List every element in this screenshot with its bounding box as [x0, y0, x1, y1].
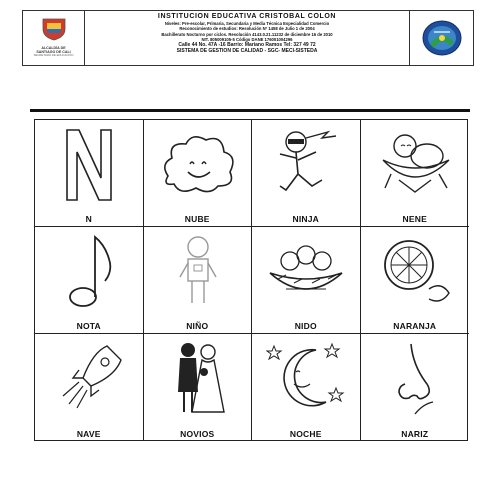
school-logo	[409, 11, 473, 65]
card-n	[35, 120, 144, 227]
separator-rule	[30, 109, 470, 112]
moon-icon	[266, 338, 346, 418]
card-noche	[252, 334, 361, 441]
city-name-line1: ALCALDÍA DE	[41, 46, 66, 50]
card-nino	[144, 227, 253, 334]
card-nariz	[361, 334, 470, 441]
nest-icon	[266, 231, 346, 311]
header-line-1: Niveles: Pre-escolar, Primaria, Secundaria y Media Técnica Especialidad Comercio	[164, 21, 330, 26]
card-nota	[35, 227, 144, 334]
quality-system: SISTEMA DE GESTION DE CALIDAD - SGC- MECI-SISTEDA	[176, 48, 318, 55]
card-nave	[35, 334, 144, 441]
word-label: NAVE	[76, 429, 101, 439]
ninja-icon	[266, 124, 346, 204]
letter-n-icon	[49, 124, 129, 204]
school-shield-icon	[420, 18, 464, 58]
rocket-icon	[49, 338, 129, 418]
word-label: NOVIOS	[180, 429, 215, 439]
word-label: NOCHE	[289, 429, 322, 439]
header-line-2: Reconocimiento de estudios: Resolución Nº 1458 de Julio 1 de 2004	[179, 26, 315, 32]
city-logo	[23, 11, 85, 65]
city-shield-icon	[39, 17, 69, 41]
word-label: NARIZ	[401, 429, 429, 439]
boy-icon	[158, 231, 238, 311]
card-naranja	[361, 227, 470, 334]
word-label: NIDO	[294, 321, 317, 331]
header-line-4: NIT. 805009105-5 Código DANE 176001004296	[201, 36, 293, 42]
word-label: NARANJA	[393, 321, 437, 331]
word-label: N	[85, 214, 92, 224]
baby-icon	[375, 124, 455, 204]
music-note-icon	[49, 231, 129, 311]
word-label: NOTA	[76, 321, 101, 331]
word-label: NINJA	[292, 214, 319, 224]
card-novios	[144, 334, 253, 441]
city-name-line3: SECRETARÍA DE EDUCACIÓN	[33, 53, 74, 57]
school-address: Calle 44 No. 47A -16 Barrio: Mariano Ramos Tel: 327 49 72	[178, 42, 316, 49]
card-ninja	[252, 120, 361, 227]
city-name-line2: SANTIAGO DE CALI	[36, 50, 71, 54]
word-label: NIÑO	[186, 321, 209, 331]
header-line-3: Bachillerato Nocturno por ciclos. Resolución 4143.0.21.11232 de diciembre 16 de 2010	[161, 31, 333, 37]
card-nene	[361, 120, 470, 227]
word-picture-grid	[34, 119, 468, 441]
couple-icon	[158, 338, 238, 418]
school-title: INSTITUCION EDUCATIVA CRISTOBAL COLON	[157, 13, 337, 20]
word-label: NUBE	[184, 214, 210, 224]
word-label: NENE	[402, 214, 427, 224]
header-text	[85, 11, 409, 65]
school-header	[22, 10, 474, 66]
card-nube	[144, 120, 253, 227]
card-nido	[252, 227, 361, 334]
orange-icon	[375, 231, 455, 311]
nose-icon	[375, 338, 455, 418]
cloud-icon	[158, 124, 238, 204]
